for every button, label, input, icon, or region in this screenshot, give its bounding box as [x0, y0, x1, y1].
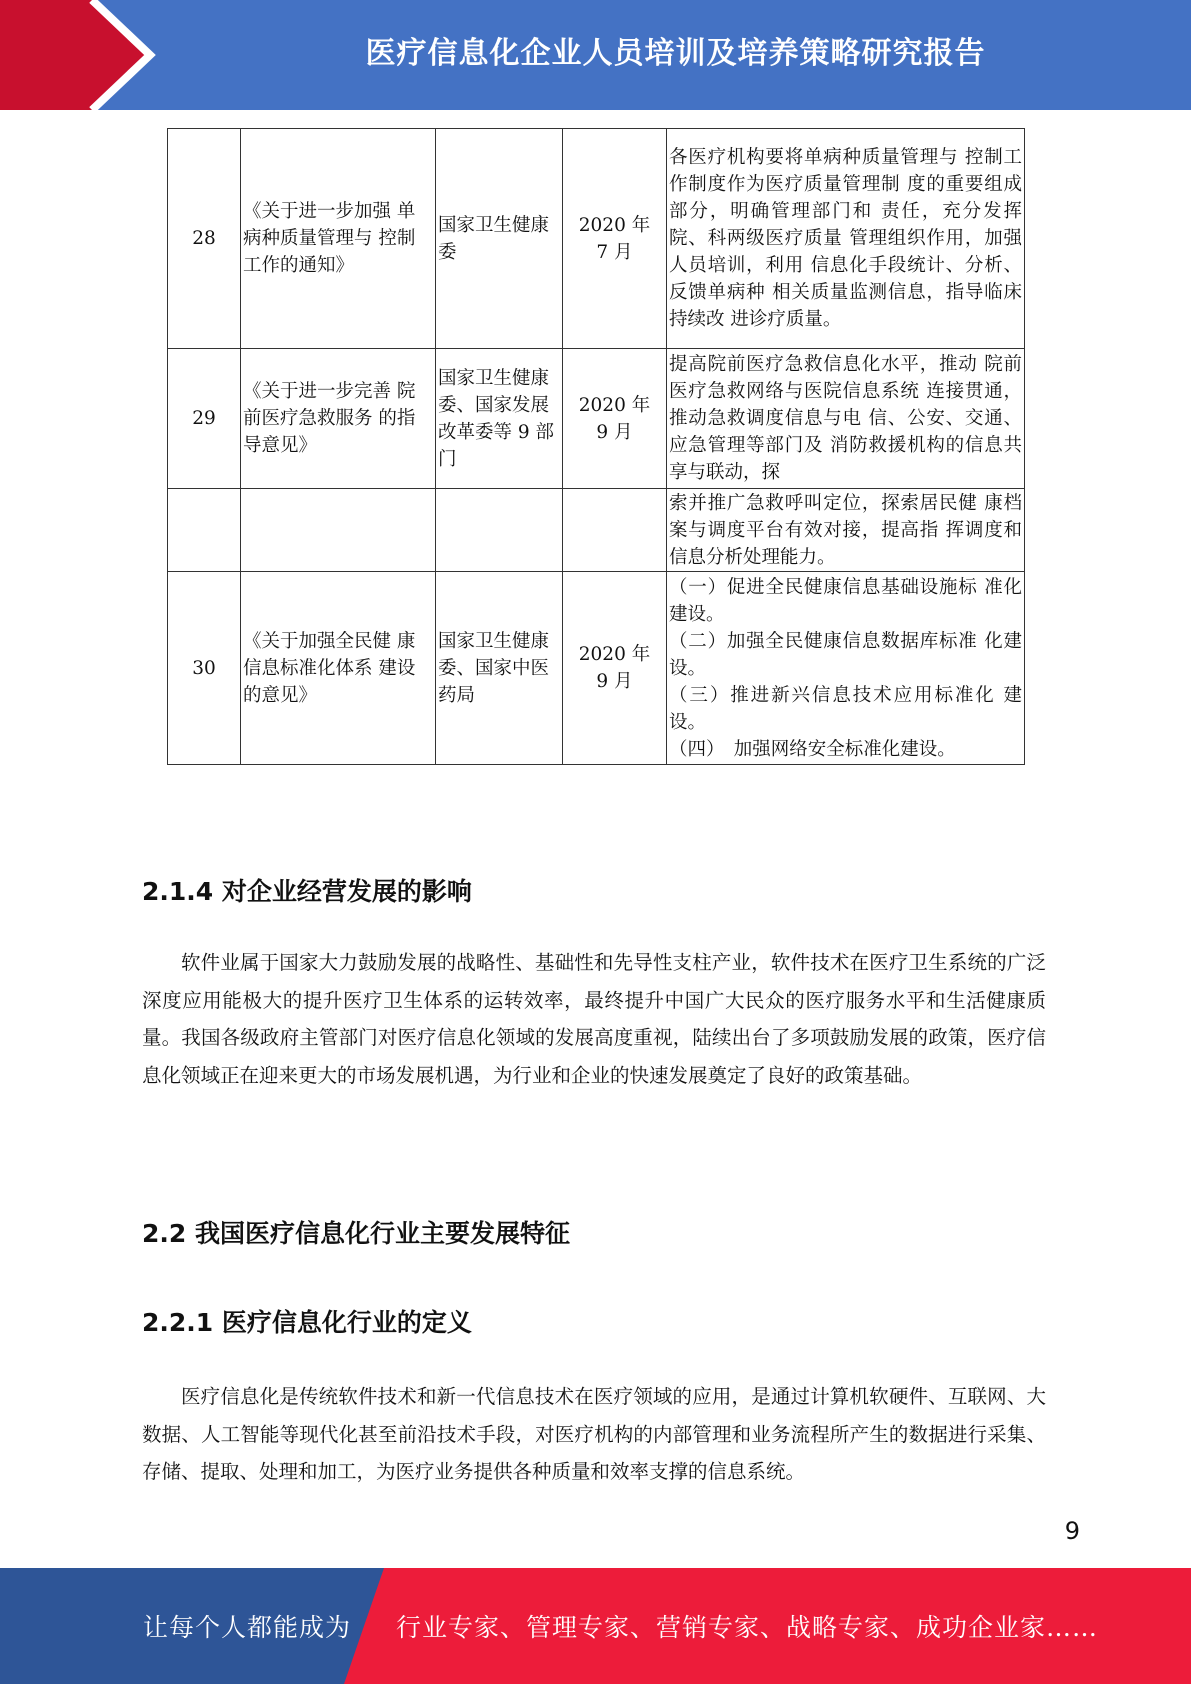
policy-content	[667, 572, 1025, 765]
table-row	[168, 572, 1025, 765]
section-paragraph-2-1-4: 软件业属于国家大力鼓励发展的战略性、基础性和先导性支柱产业，软件技术在医疗卫生系统的广泛深度应用能极大的提升医疗卫生体系的运转效率，最终提升中国广大民众的医疗服务水平和生活健康质量。我国各级政府主管部门对医疗信息化领域的发展高度重视，陆续出台了多项鼓励发展的政策，医疗信息化领域正在迎来更大的市场发展机遇，为行业和企业的快速发展奠定了良好的政策基础。	[142, 951, 1046, 1087]
content-line: （一）促进全民健康信息基础设施标 准化建设。	[669, 576, 1022, 625]
issue-year: 2020 年	[578, 394, 651, 416]
page-header	[0, 0, 1191, 110]
policy-title	[241, 489, 436, 572]
issue-month: 9 月	[596, 671, 633, 692]
issue-date	[563, 572, 667, 765]
footer-slogan-right: 行业专家、管理专家、营销专家、战略专家、成功企业家……	[396, 1613, 1099, 1642]
content-line: （四） 加强网络安全标准化建设。	[669, 738, 956, 760]
issuing-department: 国家卫生健康委、国家发展改革委等 9 部门	[436, 349, 563, 489]
issuing-department	[436, 489, 563, 572]
issue-date	[563, 489, 667, 572]
issue-year: 2020 年	[578, 644, 651, 665]
policy-title: 《关于进一步加强 单病种质量管理与 控制工作的通知》	[241, 129, 436, 349]
row-number: 29	[168, 349, 241, 489]
row-number	[168, 489, 241, 572]
policy-content: 索并推广急救呼叫定位，探索居民健 康档案与调度平台有效对接，提高指 挥调度和信息分析处理能力。	[667, 489, 1025, 572]
policy-title: 《关于加强全民健 康信息标准化体系 建设的意见》	[241, 572, 436, 765]
issue-date	[563, 349, 667, 489]
table-row	[168, 489, 1025, 572]
row-number: 28	[168, 129, 241, 349]
table-row	[168, 349, 1025, 489]
issue-month: 7 月	[596, 241, 633, 263]
header-title: 医疗信息化企业人员培训及培养策略研究报告	[365, 36, 986, 71]
page-number: 9	[1064, 1517, 1080, 1545]
content-line: （二）加强全民健康信息数据库标准 化建设。	[669, 630, 1022, 679]
policy-title: 《关于进一步完善 院前医疗急救服务 的指导意见》	[241, 349, 436, 489]
policy-content: 提高院前医疗急救信息化水平，推动 院前医疗急救网络与医院信息系统 连接贯通，推动急救调度信息与电 信、公安、交通、应急管理等部门及 消防救援机构的信息共享与联动，探	[667, 349, 1025, 489]
page-footer	[0, 1568, 1191, 1684]
policy-content: 各医疗机构要将单病种质量管理与 控制工作制度作为医疗质量管理制 度的重要组成部分，明确管理部门和 责任，充分发挥院、科两级医疗质量 管理组织作用，加强人员培训，利用 信息化手段统计、分析、反馈单病种 相关质量监测信息，指导临床持续改 进诊疗质量。	[667, 129, 1025, 349]
section-heading-2-2-1: 2.2.1 医疗信息化行业的定义	[142, 1308, 472, 1337]
row-number: 30	[168, 572, 241, 765]
table-row	[168, 129, 1025, 349]
content-line: （三）推进新兴信息技术应用标准化 建设。	[669, 684, 1022, 733]
issuing-department: 国家卫生健康委、国家中医药局	[436, 572, 563, 765]
footer-slogan-left: 让每个人都能成为	[143, 1613, 352, 1642]
issue-month: 9 月	[596, 421, 633, 443]
issue-year: 2020 年	[578, 214, 651, 236]
section-heading-2-2: 2.2 我国医疗信息化行业主要发展特征	[142, 1219, 570, 1248]
section-heading-2-1-4: 2.1.4 对企业经营发展的影响	[142, 877, 472, 906]
section-paragraph-2-2-1: 医疗信息化是传统软件技术和新一代信息技术在医疗领域的应用，是通过计算机软硬件、互联网、大数据、人工智能等现代化甚至前沿技术手段，对医疗机构的内部管理和业务流程所产生的数据进行采集、存储、提取、处理和加工，为医疗业务提供各种质量和效率支撑的信息系统。	[142, 1385, 1046, 1483]
issue-date	[563, 129, 667, 349]
policy-table	[167, 128, 1025, 765]
issuing-department: 国家卫生健康委	[436, 129, 563, 349]
